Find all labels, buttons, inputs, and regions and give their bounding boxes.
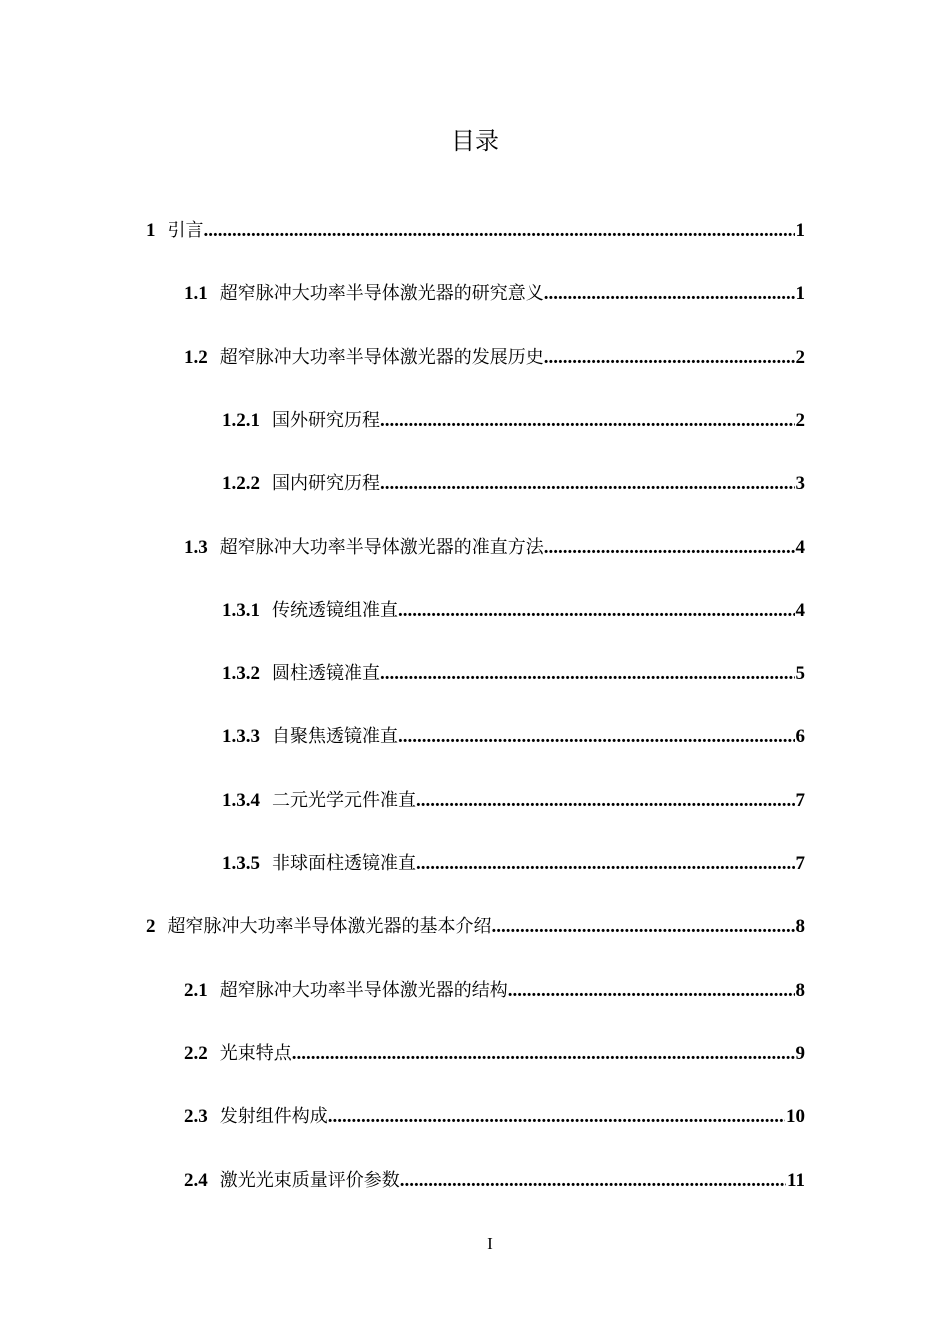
toc-entry-number: 2.1 xyxy=(184,980,208,1001)
toc-entry-title: 二元光学元件准直 xyxy=(272,790,416,811)
toc-entry-title: 超窄脉冲大功率半导体激光器的发展历史 xyxy=(219,347,544,368)
toc-entry-page: 3 xyxy=(795,473,805,494)
toc-entry[interactable] xyxy=(222,784,805,818)
toc-entry[interactable] xyxy=(222,594,805,628)
toc-entry-number: 1 xyxy=(146,220,156,241)
toc-entry-title: 非球面柱透镜准直 xyxy=(272,853,416,874)
toc-entry-number: 1.3.4 xyxy=(222,790,260,811)
toc-dot-leader xyxy=(544,341,795,375)
toc-entry-number: 1.1 xyxy=(184,283,208,304)
toc-entry-number: 2.4 xyxy=(184,1170,208,1191)
toc-entry-title: 自聚焦透镜准直 xyxy=(272,726,398,747)
toc-entry[interactable] xyxy=(184,277,805,311)
toc-entry[interactable] xyxy=(184,1100,805,1134)
toc-dot-leader xyxy=(416,847,795,881)
toc-entry-page: 2 xyxy=(795,347,805,368)
toc-entry[interactable] xyxy=(222,467,805,501)
toc-entry-page: 7 xyxy=(795,853,805,874)
toc-entry-number: 1.3.1 xyxy=(222,600,260,621)
page-number-footer: I xyxy=(487,1234,493,1253)
toc-entry-title: 引言 xyxy=(167,220,204,241)
toc-entry[interactable] xyxy=(184,1037,805,1071)
toc-entry-title: 超窄脉冲大功率半导体激光器的研究意义 xyxy=(219,283,544,304)
page-title: 目录 xyxy=(451,127,499,155)
toc-entry-number: 2 xyxy=(146,916,156,937)
toc-dot-leader xyxy=(398,720,795,754)
toc-dot-leader xyxy=(416,784,795,818)
toc-dot-leader xyxy=(204,214,795,248)
toc-entry-page: 9 xyxy=(795,1043,805,1064)
toc-entry[interactable] xyxy=(184,341,805,375)
toc-entry-page: 4 xyxy=(795,600,805,621)
toc-entry-number: 1.2.2 xyxy=(222,473,260,494)
toc-dot-leader xyxy=(492,910,795,944)
toc-entry-number: 1.3.2 xyxy=(222,663,260,684)
toc-entry-title: 圆柱透镜准直 xyxy=(272,663,380,684)
toc-entry-page: 2 xyxy=(795,410,805,431)
toc-entry-number: 1.3.5 xyxy=(222,853,260,874)
toc-dot-leader xyxy=(398,594,795,628)
toc-entry-number: 1.3.3 xyxy=(222,726,260,747)
toc-dot-leader xyxy=(380,404,795,438)
toc-entry-number: 2.3 xyxy=(184,1106,208,1127)
toc-dot-leader xyxy=(508,974,795,1008)
toc-entry[interactable] xyxy=(184,531,805,565)
toc-dot-leader xyxy=(544,277,795,311)
toc-entry-page: 7 xyxy=(795,790,805,811)
toc-entry[interactable] xyxy=(222,404,805,438)
toc-entry-page: 1 xyxy=(795,283,805,304)
toc-entry-page: 11 xyxy=(787,1170,805,1191)
toc-entry-number: 1.2.1 xyxy=(222,410,260,431)
toc-entry[interactable] xyxy=(222,657,805,691)
toc-dot-leader xyxy=(292,1037,795,1071)
toc-dot-leader xyxy=(544,531,795,565)
toc-entry-page: 8 xyxy=(795,916,805,937)
toc-entry[interactable] xyxy=(184,974,805,1008)
toc-entry[interactable] xyxy=(146,214,805,248)
toc-entry-number: 2.2 xyxy=(184,1043,208,1064)
toc-entry-title: 超窄脉冲大功率半导体激光器的基本介绍 xyxy=(167,916,492,937)
toc-dot-leader xyxy=(380,657,795,691)
toc-entry-number: 1.3 xyxy=(184,537,208,558)
toc-entry-page: 5 xyxy=(795,663,805,684)
toc-entry[interactable] xyxy=(146,910,805,944)
toc-entry-page: 6 xyxy=(795,726,805,747)
toc-entry-title: 超窄脉冲大功率半导体激光器的准直方法 xyxy=(219,537,544,558)
toc-entry[interactable] xyxy=(222,720,805,754)
toc-dot-leader xyxy=(328,1100,785,1134)
toc-entry-page: 4 xyxy=(795,537,805,558)
toc-entry-page: 1 xyxy=(795,220,805,241)
toc-entry-page: 8 xyxy=(795,980,805,1001)
toc-entry-title: 发射组件构成 xyxy=(219,1106,328,1127)
toc-entry[interactable] xyxy=(184,1164,805,1198)
toc-entry-title: 光束特点 xyxy=(219,1043,292,1064)
toc-entry-title: 国内研究历程 xyxy=(272,473,380,494)
toc-dot-leader xyxy=(400,1164,786,1198)
toc-entry-page: 10 xyxy=(786,1106,805,1127)
toc-dot-leader xyxy=(380,467,795,501)
toc-entry-title: 超窄脉冲大功率半导体激光器的结构 xyxy=(219,980,508,1001)
toc-entry-title: 传统透镜组准直 xyxy=(272,600,398,621)
toc-entry-title: 国外研究历程 xyxy=(272,410,380,431)
toc-entry-title: 激光光束质量评价参数 xyxy=(219,1170,400,1191)
toc-entry[interactable] xyxy=(222,847,805,881)
toc-entry-number: 1.2 xyxy=(184,347,208,368)
